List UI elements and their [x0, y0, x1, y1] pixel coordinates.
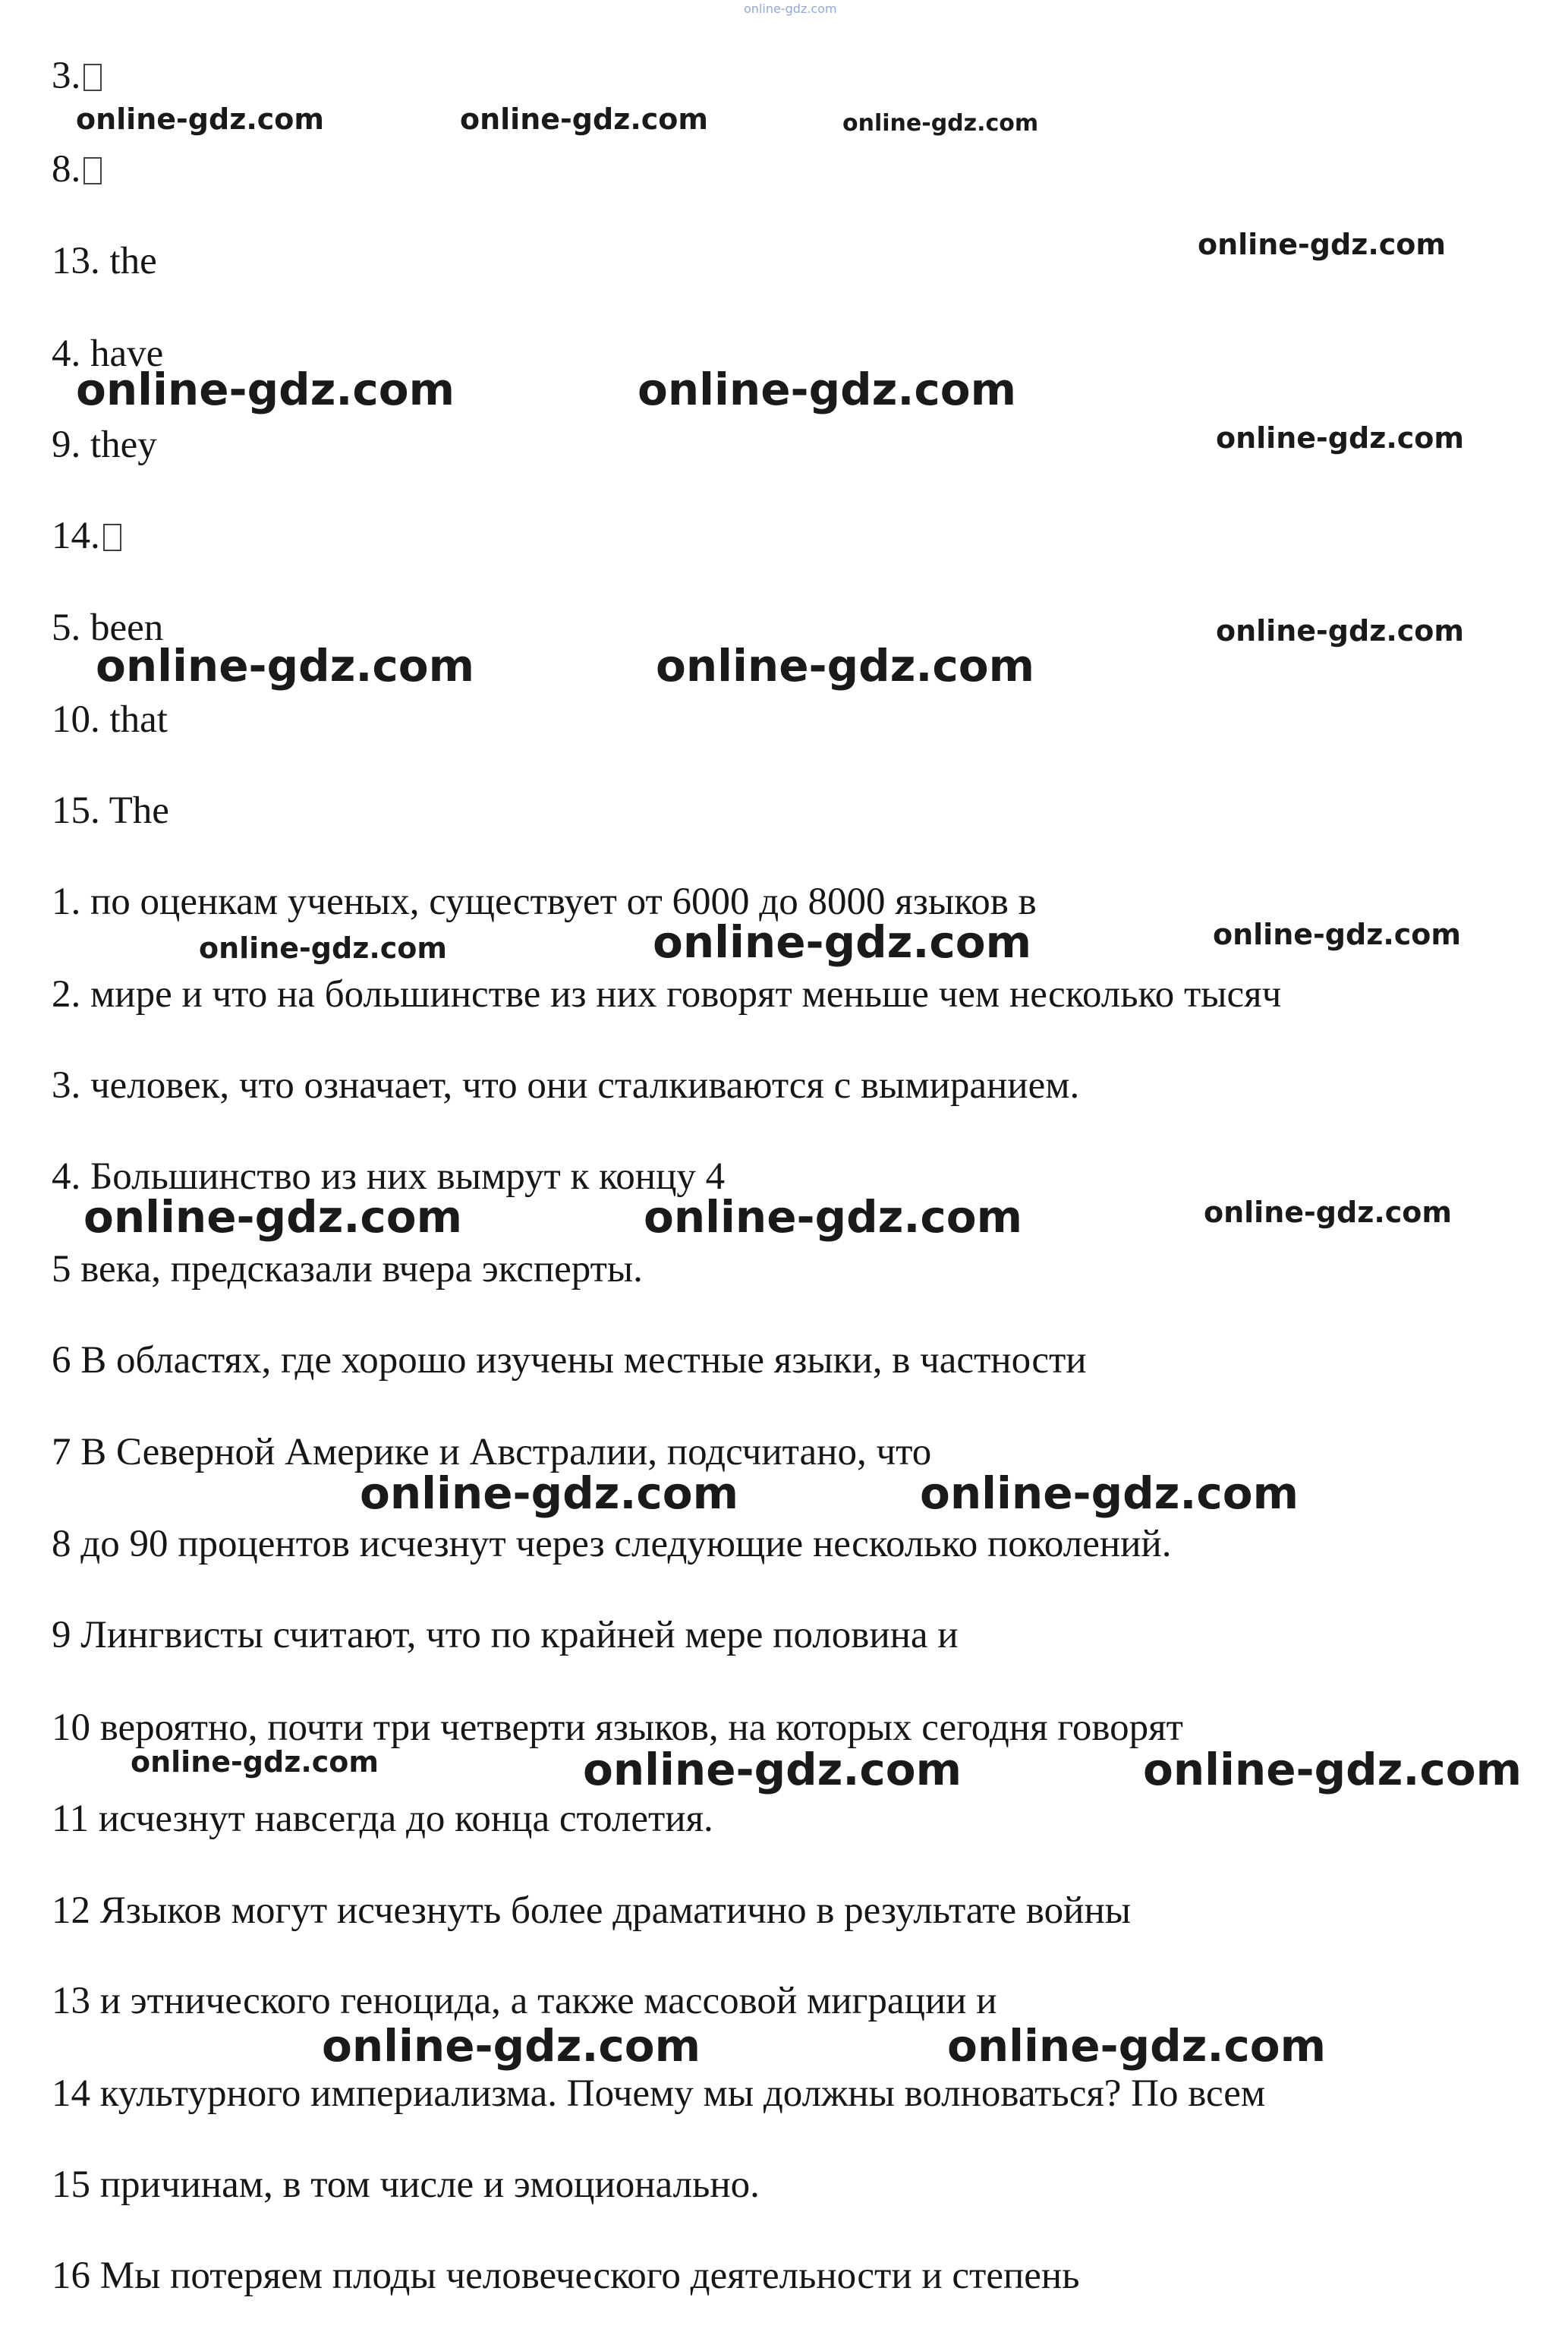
translation-line: 10 вероятно, почти три четверти языков, на которых сегодня говорят: [52, 1706, 1183, 1749]
answer-line: [52, 697, 168, 742]
answer-number: 13.: [52, 240, 100, 282]
translation-line: 16 Мы потеряем плоды человеческого деятельности и степень: [52, 2255, 1080, 2297]
answer-number: 3.: [52, 55, 81, 97]
answer-word: been: [90, 607, 164, 649]
watermark: online-gdz.com: [131, 1745, 379, 1779]
watermark-top: online-gdz.com: [744, 2, 837, 16]
translation-line: 7 В Северной Америке и Австралии, подсчитано, что: [52, 1431, 932, 1473]
translation-line: 9 Лингвисты считают, что по крайней мере половина и: [52, 1614, 959, 1656]
watermark: online-gdz.com: [1204, 1196, 1452, 1229]
missing-glyph-icon: [83, 64, 102, 91]
watermark: online-gdz.com: [644, 1191, 1023, 1243]
translation-line: 1. по оценкам ученых, существует от 6000 до 8000 языков в: [52, 881, 1037, 923]
watermark: online-gdz.com: [360, 1467, 739, 1519]
watermark: online-gdz.com: [1216, 614, 1464, 648]
answer-number: 5.: [52, 607, 81, 649]
answer-line: [52, 422, 157, 468]
answer-number: 4.: [52, 332, 81, 375]
watermark: online-gdz.com: [583, 1744, 962, 1795]
watermark: online-gdz.com: [83, 1191, 463, 1243]
watermark: online-gdz.com: [1216, 421, 1464, 455]
watermark: online-gdz.com: [1213, 918, 1461, 951]
translation-line: 3. человек, что означает, что они сталкиваются с вымиранием.: [52, 1064, 1080, 1107]
translation-line: 8 до 90 процентов исчезнут через следующие несколько поколений.: [52, 1523, 1172, 1565]
watermark: online-gdz.com: [96, 640, 475, 692]
translation-line: 13 и этнического геноцида, а также массовой миграции и: [52, 1980, 997, 2022]
watermark: online-gdz.com: [947, 2020, 1327, 2072]
watermark: online-gdz.com: [322, 2020, 701, 2072]
watermark: online-gdz.com: [460, 102, 708, 136]
translation-line: 14 культурного империализма. Почему мы должны волноваться? По всем: [52, 2072, 1266, 2115]
answer-number: 8.: [52, 148, 81, 191]
answer-number: 10.: [52, 698, 100, 741]
watermark: online-gdz.com: [1143, 1744, 1522, 1795]
translation-line: 6 В областях, где хорошо изучены местные языки, в частности: [52, 1339, 1087, 1382]
answer-word: that: [109, 698, 168, 741]
answer-word: the: [109, 240, 157, 282]
answer-number: 15.: [52, 789, 100, 832]
answer-word: they: [90, 424, 157, 466]
watermark: online-gdz.com: [199, 931, 447, 965]
answer-line: [52, 53, 102, 99]
watermark: online-gdz.com: [76, 364, 455, 415]
missing-glyph-icon: [103, 524, 121, 551]
answer-line: [52, 513, 121, 559]
watermark: online-gdz.com: [920, 1467, 1299, 1519]
watermark: online-gdz.com: [842, 110, 1039, 137]
watermark: online-gdz.com: [656, 640, 1035, 692]
answer-number: 9.: [52, 424, 81, 466]
answer-number: 14.: [52, 515, 100, 557]
watermark: online-gdz.com: [653, 916, 1032, 968]
answer-line: [52, 788, 169, 834]
translation-line: 12 Языков могут исчезнуть более драматично в результате войны: [52, 1889, 1131, 1932]
translation-line: 2. мире и что на большинстве из них говорят меньше чем несколько тысяч: [52, 973, 1282, 1016]
missing-glyph-icon: [83, 157, 102, 184]
translation-line: 5 века, предсказали вчера эксперты.: [52, 1248, 643, 1290]
watermark: online-gdz.com: [1198, 228, 1446, 261]
translation-line: 11 исчезнут навсегда до конца столетия.: [52, 1798, 713, 1840]
answer-word: have: [90, 332, 164, 375]
answer-line: [52, 238, 157, 284]
translation-line: 15 причинам, в том числе и эмоционально.: [52, 2163, 760, 2206]
translation-line: 4. Большинство из них вымрут к концу 4: [52, 1155, 726, 1198]
watermark: online-gdz.com: [76, 102, 324, 136]
answer-line: [52, 147, 102, 192]
watermark: online-gdz.com: [638, 364, 1017, 415]
answer-word: The: [109, 789, 169, 832]
